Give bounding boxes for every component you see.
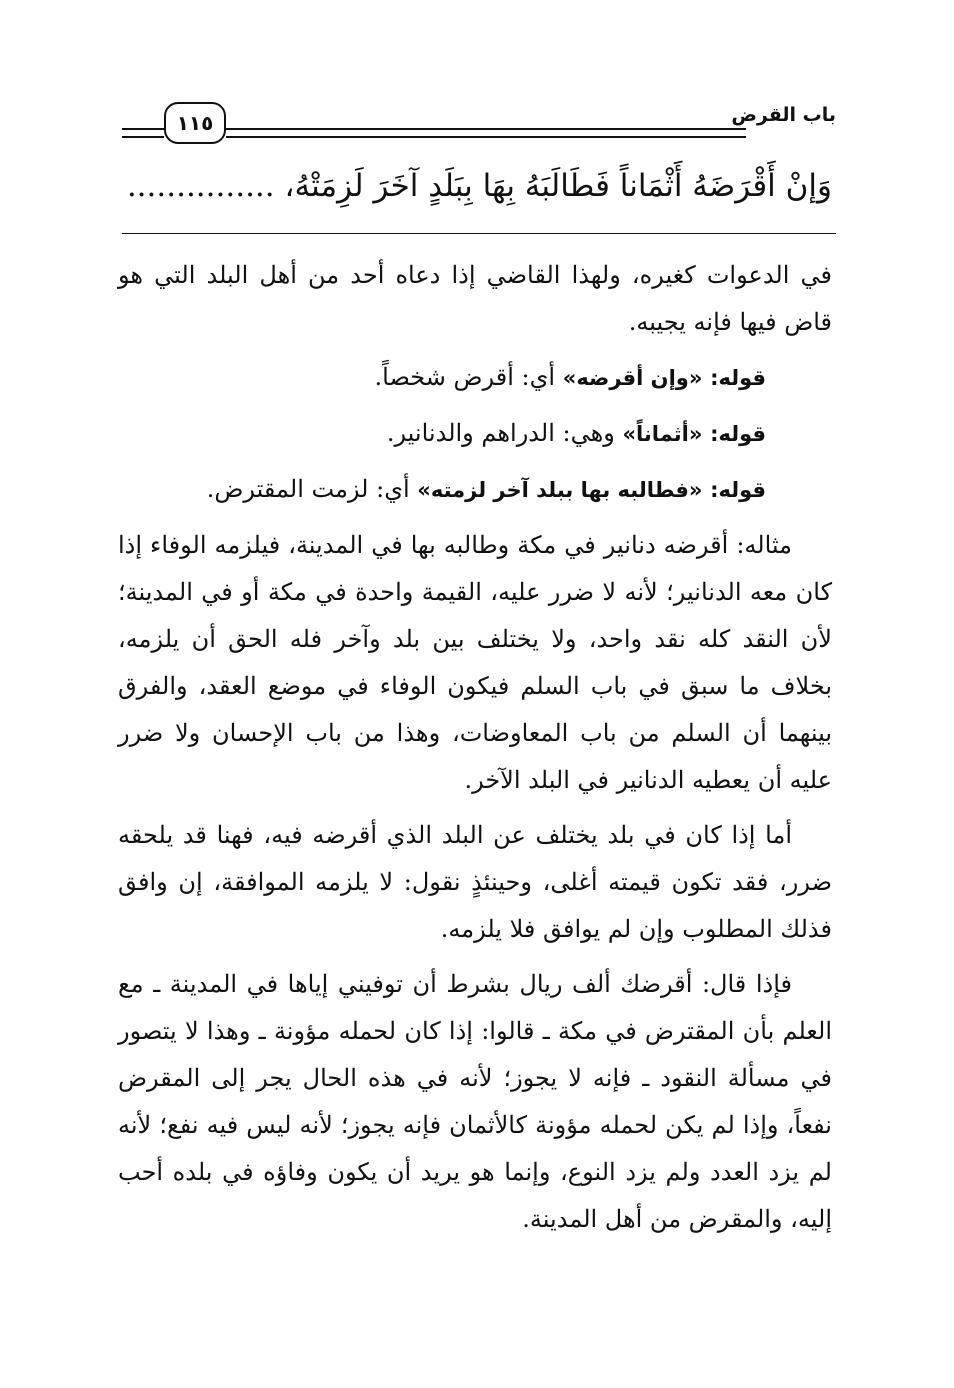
quote-explanation: وهي: الدراهم والدنانير. <box>386 419 615 447</box>
quote-label: قوله: <box>710 366 766 390</box>
quote-label: قوله: <box>710 422 766 446</box>
quote-explanation: أي: لزمت المقترض. <box>206 475 410 503</box>
commentary <box>118 252 832 1251</box>
quote-label: قوله: <box>710 478 766 502</box>
quote-line-1 <box>118 354 832 402</box>
header-rule-left <box>122 128 164 138</box>
paragraph-2: مثاله: أقرضه دنانير في مكة وطالبه بها في المدينة، فيلزمه الوفاء إذا كان معه الدنانير؛ لأنه لا ضرر عليه، القيمة واحدة في مكة أو في المدينة؛ لأن النقد كله نقد واحد، ولا يختلف بين بلد وآخر فله الحق أن يلزمه، بخلاف ما سبق في باب السلم فيكون الوفاء في موضع العقد، والفرق بينهما أن السلم من باب المعاوضات، وهذا من باب الإحسان ولا ضرر عليه أن يعطيه الدنانير في البلد الآخر. <box>118 531 832 794</box>
quote-explanation: أي: أقرض شخصاً. <box>374 363 556 391</box>
header-rule-right <box>226 128 746 138</box>
quote-line-2 <box>118 410 832 458</box>
page-number: ١١٥ <box>164 102 226 144</box>
paragraph-1: في الدعوات كغيره، ولهذا القاضي إذا دعاه أحد من أهل البلد التي هو قاض فيها فإنه يجيبه. <box>118 261 832 336</box>
quote-text: «فطالبه بها ببلد آخر لزمته» <box>417 478 703 502</box>
paragraph-3: أما إذا كان في بلد يختلف عن البلد الذي أقرضه فيه، فهنا قد يلحقه ضرر، فقد تكون قيمته أغلى، وحينئذٍ نقول: لا يلزمه الموافقة، إن وافق فذلك المطلوب وإن لم يوافق فلا يلزمه. <box>118 821 832 943</box>
chapter-title: باب القرض <box>731 104 836 126</box>
page-header <box>122 96 836 156</box>
matn-text: وَإنْ أَقْرَضَهُ أَثْمَاناً فَطَالَبَهُ بِهَا بِبَلَدٍ آخَرَ لَزِمَتْهُ، ............... <box>126 168 832 204</box>
quote-text: «وإن أقرضه» <box>562 366 703 390</box>
quote-line-3 <box>118 466 832 514</box>
paragraph-4: فإذا قال: أقرضك ألف ريال بشرط أن توفيني إياها في المدينة ـ مع العلم بأن المقترض في مكة ـ قالوا: إذا كان لحمله مؤونة ـ وهذا لا يتصور في مسألة النقود ـ فإنه لا يجوز؛ لأنه في هذه الحال يجر إلى المقرض نفعاً، وإذا لم يكن لحمله مؤونة كالأثمان فإنه يجوز؛ لأنه ليس فيه نفع؛ لأنه لم يزد العدد ولم يزد النوع، وإنما هو يريد أن يكون وفاؤه في بلده أحب إليه، والمقرض من أهل المدينة. <box>118 970 832 1233</box>
quote-text: «أثماناً» <box>622 422 703 446</box>
matn-divider <box>122 233 836 234</box>
